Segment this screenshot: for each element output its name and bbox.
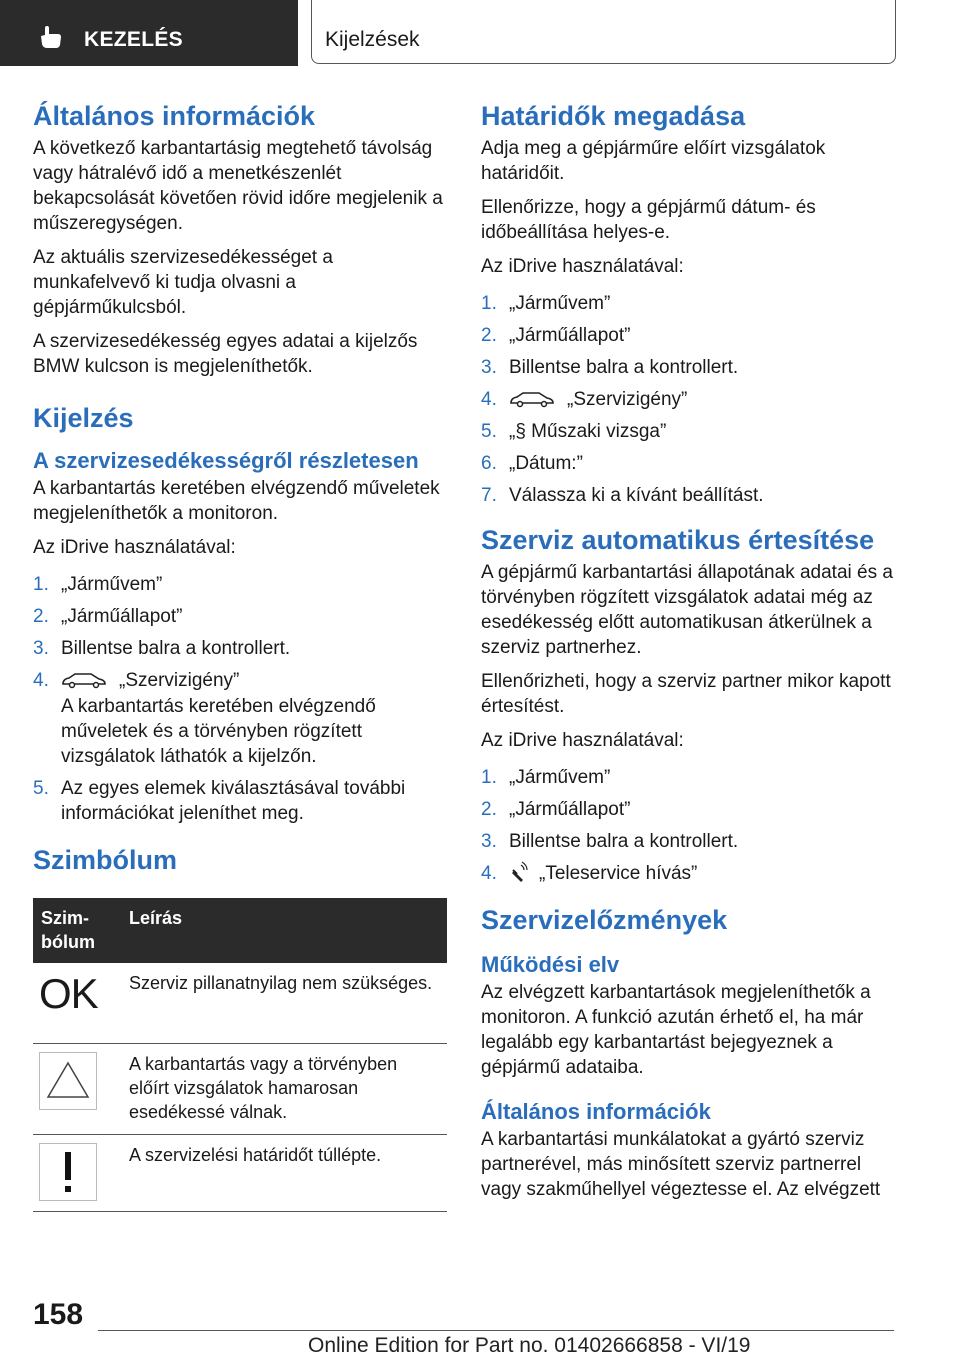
- paragraph: Az aktuális szervizesedékességet a munkafelvevő ki tudja olvasni a gépjárműkulcsból.: [33, 247, 333, 318]
- heading-principle: Működési elv: [481, 952, 620, 977]
- page-number: 158: [33, 1298, 84, 1331]
- steps-list: [481, 291, 895, 508]
- footer-edition: Online Edition for Part no. 01402666858 - VI/19: [308, 1334, 751, 1357]
- warning-triangle-icon: [39, 1052, 97, 1110]
- right-column: [481, 100, 895, 1211]
- list-item: 2. „Járműállapot”: [33, 606, 183, 627]
- list-item: 4. „Szervizigény”: [33, 670, 240, 691]
- table-row: OK Szerviz pillanatnyilag nem szükséges.: [33, 963, 447, 1044]
- paragraph: Adja meg a gépjárműre előírt vizsgálatok határidőit.: [481, 138, 826, 184]
- list-item: 3. Billentse balra a kontrollert.: [481, 831, 739, 852]
- car-icon: [61, 671, 107, 689]
- paragraph: Az iDrive használatával:: [481, 730, 684, 751]
- list-item: 3. Billentse balra a kontrollert.: [33, 638, 291, 659]
- list-item: 1. „Járművem”: [481, 293, 611, 314]
- heading-details: A szervizesedékességről részletesen: [33, 448, 419, 473]
- table-header-symbol: Szim-bólum: [33, 898, 121, 963]
- list-item: 7. Válassza ki a kívánt beállítást.: [481, 485, 764, 506]
- heading-symbol: Szimbólum: [33, 845, 178, 875]
- table-header-description: Leírás: [121, 898, 447, 963]
- list-item: 3. Billentse balra a kontrollert.: [481, 357, 739, 378]
- symbol-table: [33, 898, 447, 1212]
- paragraph: Az iDrive használatával:: [33, 537, 236, 558]
- heading-display: Kijelzés: [33, 403, 134, 433]
- steps-list: [481, 765, 895, 886]
- paragraph: A karbantartási munkálatokat a gyártó szerviz partnerével, más minősített szerviz partnerrel vagy szakműhellyel végeztesse el. Az elvégzett: [481, 1129, 881, 1200]
- list-item: 4. „Teleservice hívás”: [481, 863, 698, 884]
- list-item: 1. „Járművem”: [481, 767, 611, 788]
- paragraph: A szervizesedékesség egyes adatai a kijelzős BMW kulcson is megjeleníthetők.: [33, 331, 418, 377]
- heading-deadlines: Határidők megadása: [481, 101, 746, 131]
- footer-divider: [98, 1330, 894, 1331]
- heading-general-info: Általános információk: [33, 101, 316, 131]
- list-item: 2. „Járműállapot”: [481, 799, 631, 820]
- list-item: A karbantartás keretében elvégzendő műveletek és a törvényben rögzített vizsgálatok láthatók a kijelzőn.: [61, 696, 376, 767]
- chapter-tab: [311, 0, 896, 64]
- car-icon: [509, 390, 555, 408]
- list-item: 5. „§ Műszaki vizsga”: [481, 421, 667, 442]
- paragraph: Az elvégzett karbantartások megjeleníthetők a monitoron. A funkció azután érhető el, ha már legalább egy karbantartást bejegyeznek a gépjármű adataiba.: [481, 982, 871, 1078]
- hand-pointer-icon: [38, 24, 64, 50]
- list-item: 5. Az egyes elemek kiválasztásával további információkat jeleníthet meg.: [33, 778, 406, 824]
- list-item: 6. „Dátum:”: [481, 453, 583, 474]
- ok-icon: OK: [39, 970, 98, 1017]
- table-row: A szervizelési határidőt túllépte.: [33, 1135, 447, 1212]
- paragraph: Az iDrive használatával:: [481, 256, 684, 277]
- section-tab: [0, 0, 298, 66]
- heading-service-history: Szervizelőzmények: [481, 905, 728, 935]
- paragraph: A karbantartás keretében elvégzendő műveletek megjeleníthetők a monitoron.: [33, 478, 440, 524]
- table-row: A karbantartás vagy a törvényben előírt vizsgálatok hamarosan esedékessé válnak.: [33, 1044, 447, 1135]
- steps-list: [33, 572, 447, 826]
- page-header: [0, 0, 960, 66]
- list-item: 2. „Járműállapot”: [481, 325, 631, 346]
- teleservice-icon: [509, 861, 529, 883]
- heading-general-info-2: Általános információk: [481, 1099, 711, 1124]
- heading-auto-notify: Szerviz automatikus értesítése: [481, 525, 875, 555]
- section-label: KEZELÉS: [84, 28, 183, 51]
- chapter-label: Kijelzések: [325, 28, 420, 51]
- exclamation-icon: [39, 1143, 97, 1201]
- paragraph: Ellenőrizheti, hogy a szerviz partner mikor kapott értesítést.: [481, 671, 891, 717]
- list-item: 4. „Szervizigény”: [481, 389, 688, 410]
- list-item: 1. „Járművem”: [33, 574, 163, 595]
- paragraph: Ellenőrizze, hogy a gépjármű dátum- és időbeállítása helyes-e.: [481, 197, 816, 243]
- paragraph: A gépjármű karbantartási állapotának adatai és a törvényben rögzített vizsgálatok adatai még az esedékesség előtt automatikusan átkerülnek a szerviz partnerhez.: [481, 562, 893, 658]
- paragraph: A következő karbantartásig megtehető távolság vagy hátralévő idő a menetkészenlét bekapcsolását követően rövid időre megjelenik a műszeregységen.: [33, 138, 443, 234]
- left-column: [33, 100, 447, 1212]
